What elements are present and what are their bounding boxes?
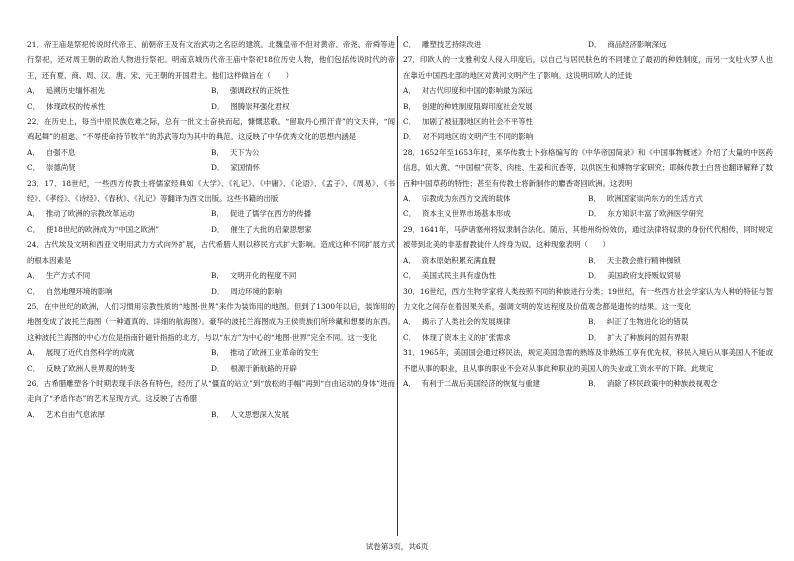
- option-text: 推动了欧洲的宗教改革运动: [45, 209, 135, 219]
- answer-option[interactable]: [211, 345, 395, 360]
- option-text: 推动了欧洲工业革命的发生: [229, 348, 319, 358]
- column-divider: [397, 36, 398, 536]
- option-text: 欧洲国家崇尚东方的生活方式: [606, 194, 703, 204]
- answer-option[interactable]: [403, 191, 588, 206]
- question-stem: 29．1641年，马萨诸塞州将奴隶制合法化。随后，其他州纷纷效仿，通过法律将奴隶的身份代代相传，同时规定被带到北美的非基督教徒什人终身为奴。这种现象表明（ ）: [403, 224, 773, 250]
- answer-option[interactable]: [588, 330, 773, 345]
- option-letter: C．: [403, 332, 417, 342]
- option-text: 纠正了生物进化论的错误: [606, 317, 689, 327]
- option-text: 扩大了种族间的固有界限: [607, 332, 689, 342]
- option-letter: B．: [211, 147, 224, 157]
- option-letter: A．: [403, 317, 416, 327]
- option-letter: A．: [403, 378, 416, 388]
- answer-option[interactable]: [27, 407, 211, 422]
- option-text: 图腾崇拜强化君权: [230, 101, 290, 111]
- answer-option[interactable]: [211, 284, 395, 299]
- answer-option[interactable]: [211, 361, 395, 376]
- option-letter: D．: [588, 209, 602, 219]
- question-block: [27, 114, 395, 176]
- option-text: 体现了资本主义的扩张需求: [422, 332, 511, 342]
- answer-option[interactable]: [588, 191, 773, 206]
- answer-options: [27, 145, 395, 176]
- answer-option[interactable]: [211, 222, 395, 237]
- option-letter: D．: [403, 132, 417, 142]
- answer-options: [27, 345, 395, 376]
- option-text: 促进了儒学在西方的传播: [229, 209, 312, 219]
- option-letter: A．: [27, 348, 40, 358]
- option-text: 资本原始积累充满血腥: [421, 255, 496, 265]
- option-text: 生产方式不同: [45, 271, 91, 281]
- option-text: 雕塑技艺持续改进: [422, 40, 482, 49]
- option-text: 天主教会推行精神枷锁: [606, 255, 681, 265]
- option-letter: C．: [27, 286, 41, 296]
- option-text: 东方知识丰富了欧洲医学研究: [607, 209, 704, 219]
- option-text: 自然地理环境的影响: [46, 286, 113, 296]
- option-text: 揭示了人类社会的发展规律: [421, 317, 511, 327]
- answer-option[interactable]: [403, 206, 588, 221]
- answer-option[interactable]: [211, 145, 395, 160]
- question-block: [403, 284, 773, 346]
- option-letter: D．: [211, 101, 225, 111]
- option-letter: D．: [588, 332, 602, 342]
- question-stem: 27．印欧人的一支雅利安人侵入印度后，以自己与居民肤色的不同建立了最初的种姓制度，而另一支吐火罗人也在靠近中国西北部的地区对黄河文明产生了影响。这说明印欧人的迁徙: [403, 55, 773, 80]
- option-text: 家国情怀: [230, 163, 260, 173]
- option-letter: A．: [27, 209, 40, 219]
- page-footer: 试卷第3页，共6页: [365, 542, 429, 551]
- answer-options: [403, 83, 773, 145]
- answer-option[interactable]: [403, 129, 773, 144]
- answer-option[interactable]: [403, 268, 588, 283]
- option-letter: D．: [588, 40, 602, 49]
- option-text: 美国政府支持贩奴贸易: [607, 271, 682, 281]
- right-column: [403, 37, 773, 391]
- answer-options: [27, 407, 395, 422]
- answer-option[interactable]: [211, 160, 395, 175]
- question-stem: 28．1652年至1653年时，来华传教士卜弥格编写的《中华帝国简录》和《中国事物概述》介绍了大量的中医药信息，如大黄、“中国根”茯苓、肉桂、生姜和沉香等，以供医生和博物学家研究；耶稣传教士白晋也翻译解释了数百种中国草药的特性；甚至有传教士将新制作的麝香寄回欧洲。这表明: [403, 147, 773, 188]
- option-text: 催生了大批的启蒙思想家: [230, 224, 312, 234]
- option-letter: D．: [211, 286, 225, 296]
- option-text: 周边环境的影响: [230, 286, 283, 296]
- answer-option[interactable]: [27, 268, 211, 283]
- answer-option[interactable]: [27, 83, 211, 98]
- answer-options: [403, 37, 773, 52]
- option-text: 宗教成为东西方交流的载体: [421, 194, 511, 204]
- question-stem: 23．17、18世纪，一些西方传教士将儒家经典如《大学》、《礼记》、《中庸》、《论语》、《孟子》、《周易》、《书经》、《孝经》、《诗经》、《春秋》、《礼记》等翻译为西文出版。这些书籍的出版: [27, 178, 395, 204]
- answer-options: [27, 206, 395, 237]
- option-text: 使18世纪的欧洲成为“中国之欧洲”: [46, 224, 160, 234]
- answer-option[interactable]: [403, 330, 588, 345]
- answer-option[interactable]: [27, 145, 211, 160]
- question-stem: 24．古代埃及文明和西亚文明用武力方式向外扩展，古代希腊人则以移民方式扩大影响。造成这种不同扩展方式的根本因素是: [27, 240, 395, 265]
- option-text: 反映了欧洲人世界观的转变: [46, 363, 135, 373]
- answer-option[interactable]: [403, 99, 773, 114]
- answer-option[interactable]: [403, 253, 588, 268]
- question-stem: 21．帝王庙是祭祀传说时代帝王、前朝帝王及有文治武功之名臣的建筑。北魏皇帝不但对黄帝、帝尧、帝舜等进行祭祀，还对周王朝的政治人物进行祭祀。明南京城历代帝王庙中祭祀18位历史人物，他们包括传说时代的帝王，还有夏、商、周、汉、唐、宋、元王朝的开国君主。他们这样做旨在（ ）: [27, 40, 395, 80]
- option-letter: C．: [27, 224, 41, 234]
- answer-option[interactable]: [403, 314, 588, 329]
- option-letter: D．: [211, 363, 225, 373]
- question-block: [403, 222, 773, 284]
- option-letter: B．: [588, 317, 601, 327]
- option-text: 美国式民主具有虚伪性: [422, 271, 496, 281]
- option-text: 有利于二战后美国经济的恢复与重建: [421, 378, 540, 388]
- option-letter: B．: [211, 209, 224, 219]
- option-letter: B．: [403, 101, 416, 111]
- option-letter: B．: [211, 348, 224, 358]
- answer-option[interactable]: [403, 37, 588, 52]
- option-text: 强调政权的正统性: [229, 86, 289, 96]
- option-letter: B．: [588, 194, 601, 204]
- question-block: [27, 37, 395, 114]
- option-letter: C．: [27, 163, 41, 173]
- question-block: [403, 37, 773, 52]
- question-block: [403, 345, 773, 391]
- option-text: 文明开化的程度不同: [229, 271, 297, 281]
- option-text: 崇德尚贤: [46, 163, 76, 173]
- question-block: [27, 176, 395, 238]
- answer-option[interactable]: [588, 206, 773, 221]
- option-text: 自强不息: [45, 147, 76, 157]
- option-text: 追溯历史缅怀祖先: [45, 86, 105, 96]
- option-text: 展现了近代自然科学的成就: [45, 348, 135, 358]
- answer-option[interactable]: [211, 99, 395, 114]
- answer-option[interactable]: [403, 376, 588, 391]
- option-letter: C．: [27, 363, 41, 373]
- answer-option[interactable]: [27, 206, 211, 221]
- option-letter: A．: [403, 194, 416, 204]
- answer-option[interactable]: [211, 268, 395, 283]
- option-letter: B．: [211, 271, 224, 281]
- option-letter: A．: [27, 86, 40, 96]
- option-text: 体现政权的传承性: [46, 101, 106, 111]
- option-text: 根源于新航路的开辟: [230, 363, 297, 373]
- option-letter: B．: [211, 409, 224, 419]
- option-letter: D．: [588, 271, 602, 281]
- answer-options: [403, 253, 773, 284]
- answer-options: [27, 83, 395, 114]
- option-letter: C．: [27, 101, 41, 111]
- left-column: [27, 37, 395, 422]
- option-letter: B．: [211, 86, 224, 96]
- answer-option[interactable]: [211, 407, 395, 422]
- option-letter: C．: [403, 271, 417, 281]
- option-text: 创建的种姓制度阻碍印度社会发展: [421, 101, 533, 111]
- option-letter: A．: [27, 409, 40, 419]
- option-text: 对古代印度和中国的影响最为深远: [421, 86, 533, 96]
- question-block: [27, 376, 395, 422]
- answer-options: [403, 191, 773, 222]
- question-stem: 31．1965年，美国国会通过移民法，规定美国急需的熟练及非熟练工享有优先权，移民入境后从事美国人不能或不愿从事的职业，且从事的职业不会对从事此种职业的美国人的失业或工资水平的下降。此规定: [403, 348, 773, 373]
- option-letter: C．: [403, 117, 417, 127]
- answer-option[interactable]: [27, 361, 211, 376]
- question-block: [27, 237, 395, 299]
- answer-option[interactable]: [211, 206, 395, 221]
- question-stem: 22．在历史上，每当中原民族危难之际，总有一批文士奋袂而起，慷慨悲歌。“留取丹心照汗青”的文天祥，“闻鸡起舞”的祖逖、“不辱使命持节牧羊”的苏武等均为其中的典范。这反映了中华优秀文化的思想内涵是: [27, 117, 395, 142]
- option-letter: B．: [588, 378, 601, 388]
- option-letter: D．: [211, 163, 225, 173]
- option-letter: D．: [211, 224, 225, 234]
- option-text: 资本主义世界市场基本形成: [422, 209, 511, 219]
- answer-option[interactable]: [27, 99, 211, 114]
- answer-option[interactable]: [588, 268, 773, 283]
- answer-option[interactable]: [588, 376, 773, 391]
- option-text: 消除了移民政策中的种族歧视观念: [606, 378, 718, 388]
- answer-option[interactable]: [27, 345, 211, 360]
- answer-option[interactable]: [403, 83, 773, 98]
- question-block: [27, 299, 395, 376]
- option-letter: B．: [588, 255, 601, 265]
- answer-option[interactable]: [27, 222, 211, 237]
- option-text: 艺术自由气息浓厚: [45, 409, 105, 419]
- question-block: [403, 145, 773, 222]
- option-letter: A．: [27, 271, 40, 281]
- answer-option[interactable]: [588, 37, 773, 52]
- answer-option[interactable]: [403, 114, 773, 129]
- question-stem: 26．古希腊雕塑各个时期表现手法各有特色，经历了从“僵直的站立”到“放松的手幅”再到“自由运动的身体”进而走向了“矛盾作态”的艺术呈现方式。这反映了古希腊: [27, 378, 395, 404]
- option-text: 商品经济影响深远: [607, 40, 667, 49]
- option-letter: C．: [403, 209, 417, 219]
- option-text: 人文思想深入发展: [229, 409, 289, 419]
- answer-option[interactable]: [27, 160, 211, 175]
- question-stem: 25．在中世纪的欧洲，人们习惯用宗教性质的“地图·世界”来作为装饰用的地图。但到了1300年以后，装饰用的地图变成了波托兰海图（一种遒真的、详细的航海图）。豪华的波托兰海图成为王侯贵族们所珍藏和想要的东西。这种波托兰海图的中心方位是指南针磁针指指的北方，与以“东方”为中心的“地图·世界”完全不同。这一变化: [27, 301, 395, 342]
- question-stem: 30．16世纪，西方生物学家将人类按照不同的种族进行分类；19世纪，有一些西方社会学家认为人种的特征与智力文化之间存在着因果关系，强调文明的发达程度及价值观念都是遗传的结果。这一变化: [403, 286, 773, 311]
- answer-option[interactable]: [27, 284, 211, 299]
- option-letter: A．: [27, 147, 40, 157]
- option-text: 对不同地区的文明产生不同的影响: [422, 132, 534, 142]
- option-letter: C．: [403, 40, 417, 49]
- option-letter: A．: [403, 255, 416, 265]
- option-text: 加剧了被征服地区的社会不平等性: [422, 117, 533, 127]
- answer-options: [27, 268, 395, 299]
- answer-option[interactable]: [211, 83, 395, 98]
- answer-options: [403, 314, 773, 345]
- option-letter: A．: [403, 86, 416, 96]
- answer-option[interactable]: [588, 314, 773, 329]
- answer-option[interactable]: [588, 253, 773, 268]
- answer-options: [403, 376, 773, 391]
- option-text: 天下为公: [229, 147, 260, 157]
- question-block: [403, 52, 773, 144]
